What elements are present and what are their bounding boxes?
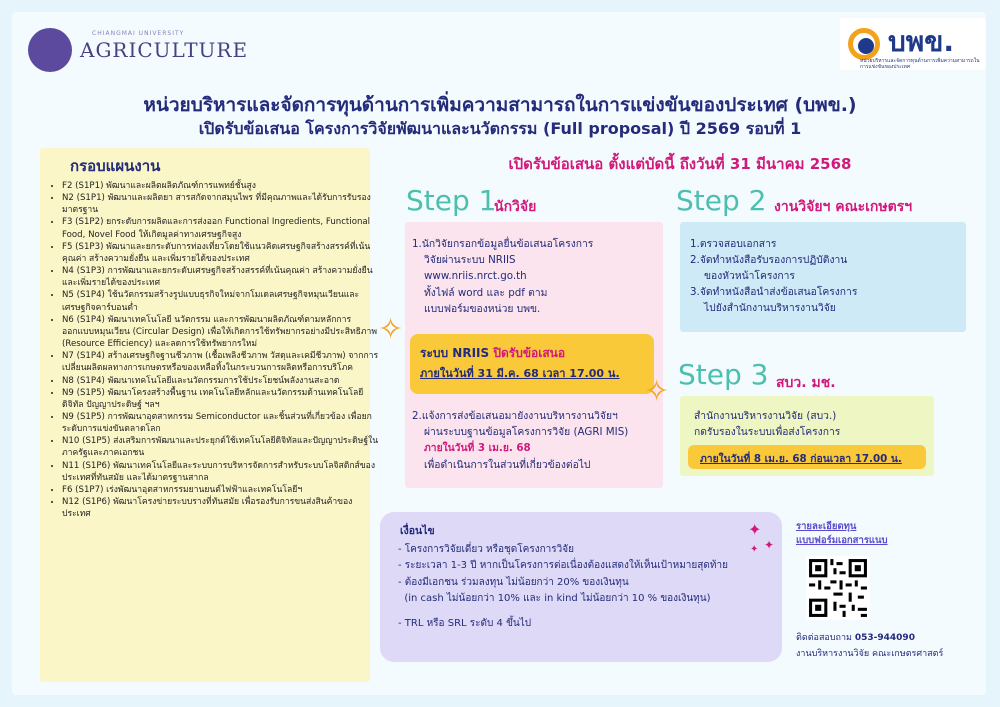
contact-line: ติดต่อสอบถาม 053-944090: [796, 633, 915, 643]
sparkle-icon: ✧: [644, 374, 670, 409]
sparkle-icon: ✦: [748, 520, 762, 539]
framework-item: • F5 (S1P3) พัฒนาและยกระดับการท่องเที่ยวโดยใช้แนวคิดเศรษฐกิจสร้างสรรค์ที่เน้นคุณค่า สร้างความยั่งยืน และเพิ่มรายได้ของประเทศ: [62, 241, 380, 265]
framework-item: • N12 (S1P6) พัฒนาโครงข่ายระบบรางที่ทันสมัย เพื่อรองรับการขนส่งสินค้าของประเทศ: [62, 496, 380, 520]
framework-item: • F6 (S1P7) เร่งพัฒนาอุตสาหกรรมยานยนต์ไฟฟ้าและเทคโนโลยีฯ: [62, 484, 380, 496]
page-subtitle: เปิดรับข้อเสนอ โครงการวิจัยพัฒนาและนวัตกรรม (Full proposal) ปี 2569 รอบที่ 1: [198, 119, 802, 138]
qr-code-icon[interactable]: [806, 556, 870, 620]
condition-item: [398, 608, 778, 616]
agrimis-deadline: ภายในวันที่ 3 เม.ย. 68: [424, 442, 531, 455]
nriis-deadline: ภายในวันที่ 31 มี.ค. 68 เวลา 17.00 น.: [420, 367, 620, 380]
framework-item: • N5 (S1P4) ใช้นวัตกรรมสร้างรูปแบบธุรกิจใหม่จากโมเดลเศรษฐกิจหมุนเวียนและเศรษฐกิจคาร์บอนต่ำ: [62, 289, 380, 313]
condition-item: - TRL หรือ SRL ระดับ 4 ขึ้นไป: [398, 617, 532, 629]
bpk-logo-text: บพข.: [888, 25, 955, 58]
step1-notify: 2.แจ้งการส่งข้อเสนอมายังงานบริหารงานวิจัยฯ ผ่านระบบฐานข้อมูลโครงการวิจัย (AGRI MIS) ภายในวันที่ 3 เม.ย. 68 เพื่อดำเนินการในส่วนที่เกี่ยวข้องต่อไป: [412, 408, 656, 473]
step1-label: Step 1: [406, 184, 497, 217]
step2-actor: งานวิจัยฯ คณะเกษตรฯ: [774, 199, 913, 215]
bpk-logo-dot-icon: [858, 38, 874, 54]
framework-item: • N8 (S1P4) พัฒนาเทคโนโลยีและนวัตกรรมการใช้ประโยชน์พลังงานสะอาด: [62, 375, 380, 387]
sparkle-icon: ✦: [750, 544, 759, 555]
elephant-logo-icon: [28, 28, 72, 72]
step3-deadline: ภายในวันที่ 8 เม.ย. 68 ก่อนเวลา 17.00 น.: [700, 453, 902, 465]
condition-item: - โครงการวิจัยเดี่ยว หรือชุดโครงการวิจัย: [398, 544, 574, 555]
step3-instructions: สำนักงานบริหารงานวิจัย (สบว.) กดรับรองในระบบเพื่อส่งโครงการ: [694, 410, 841, 438]
nriis-close-text: ระบบ NRIIS ปิดรับข้อเสนอ: [420, 346, 566, 360]
framework-item: • F3 (S1P2) ยกระดับการผลิตและการส่งออก Functional Ingredients, Functional Food, Novel Food ให้เกิดมูลค่าทางเศรษฐกิจสูง: [62, 216, 380, 240]
framework-item: • N7 (S1P4) สร้างเศรษฐกิจฐานชีวภาพ (เชื้อเพลิงชีวภาพ วัสดุและเคมีชีวภาพ) จากการเปลี่ยนผลิตผลทางการเกษตรหรือของเหลือทิ้งในกระบวนการผลิตหรือการบริโภค: [62, 350, 380, 374]
step1-line: แบบฟอร์มของหน่วย บพข.: [424, 302, 541, 315]
framework-item: • N4 (S1P3) การพัฒนาและยกระดับเศรษฐกิจสร้างสรรค์ที่เน้นคุณค่า สร้างความยั่งยืนและเพิ่มรายได้ของประเทศ: [62, 265, 380, 289]
step1-instructions: [412, 236, 652, 317]
step2-instructions: 1.ตรวจสอบเอกสาร 2.จัดทำหนังสือรับรองการปฏิบัติงาน ของหัวหน้าโครงการ 3.จัดทำหนังสือนำส่งข้อเสนอโครงการ ไปยังสำนักงานบริหารงานวิจัย: [690, 238, 858, 314]
step1-line: 1.นักวิจัยกรอกข้อมูลยื่นข้อเสนอโครงการ: [412, 238, 594, 250]
step3-actor: สบว. มช.: [776, 375, 836, 391]
step1-line: ทั้งไฟล์ word และ pdf ตาม: [424, 286, 548, 299]
conditions-heading: เงื่อนไข: [400, 525, 435, 537]
university-label: CHIANGMAI UNIVERSITY: [92, 30, 185, 37]
sparkle-icon: ✦: [764, 538, 775, 552]
bpk-logo-subtext: หน่วยบริหารและจัดการทุนด้านการเพิ่มความสามารถในการแข่งขันของประเทศ: [860, 58, 980, 70]
framework-item: • N9 (S1P5) พัฒนาโครงสร้างพื้นฐาน เทคโนโลยีหลักและนวัตกรรมด้านเทคโนโลยีดิจิทัล ปัญญาประดิษฐ์ ฯลฯ: [62, 387, 380, 411]
framework-item: • N2 (S1P1) พัฒนาและผลิตยา สารสกัดจากสมุนไพร ที่มีคุณภาพและได้รับการรับรองมาตรฐาน: [62, 192, 380, 216]
nriis-url-link[interactable]: www.nriis.nrct.go.th: [424, 270, 527, 283]
step2-label: Step 2: [676, 184, 767, 217]
step1-line: วิจัยผ่านระบบ NRIIS: [424, 254, 516, 267]
condition-item: - ต้องมีเอกชน ร่วมลงทุน ไม่น้อยกว่า 20% ของเงินทุน: [398, 576, 629, 588]
contact-unit: งานบริหารงานวิจัย คณะเกษตรศาสตร์: [796, 649, 944, 659]
condition-item: (in cash ไม่น้อยกว่า 10% และ in kind ไม่น้อยกว่า 10 % ของเงินทุน): [398, 593, 711, 605]
contact-phone[interactable]: 053-944090: [854, 633, 915, 643]
step1-actor: นักวิจัย: [494, 199, 537, 215]
step3-label: Step 3: [678, 358, 769, 391]
agriculture-logo: AGRICULTURE: [80, 38, 249, 62]
condition-item: - ระยะเวลา 1-3 ปี หากเป็นโครงการต่อเนื่องต้องแสดงให้เห็นเป้าหมายสุดท้าย: [398, 560, 728, 572]
sparkle-icon: ✧: [378, 312, 404, 347]
conditions-list: [398, 542, 778, 632]
framework-item: • N6 (S1P4) พัฒนาเทคโนโลยี นวัตกรรม และการพัฒนาผลิตภัณฑ์ตามหลักการออกแบบหมุนเวียน (Circular Design) เพื่อให้เกิดการใช้ทรัพยากรอย่างมีประสิทธิภาพ (Resource Efficiency) และลดการใช้ทรัพยากรใหม่: [62, 314, 380, 350]
details-caption: รายละเอียดทุน แบบฟอร์มเอกสารแนบ: [796, 521, 888, 546]
framework-item: • F2 (S1P1) พัฒนาและผลิตผลิตภัณฑ์การแพทย์ชั้นสูง: [62, 180, 380, 192]
framework-item: • N10 (S1P5) ส่งเสริมการพัฒนาและประยุกต์ใช้เทคโนโลยีดิจิทัลและปัญญาประดิษฐ์ในภาครัฐและภาคเอกชน: [62, 435, 380, 459]
framework-heading: กรอบแผนงาน: [70, 157, 161, 175]
page-title: หน่วยบริหารและจัดการทุนด้านการเพิ่มความสามารถในการแข่งขันของประเทศ (บพข.): [143, 94, 857, 116]
framework-item: • N11 (S1P6) พัฒนาเทคโนโลยีและระบบการบริหารจัดการสำหรับระบบโลจิสติกส์ของประเทศที่ทันสมัย และได้มาตรฐานสากล: [62, 460, 380, 484]
open-notice: เปิดรับข้อเสนอ ตั้งแต่บัดนี้ ถึงวันที่ 31 มีนาคม 2568: [508, 155, 852, 173]
framework-list: [48, 180, 380, 520]
framework-item: • N9 (S1P5) การพัฒนาอุตสาหกรรม Semiconductor และชิ้นส่วนที่เกี่ยวข้อง เพื่อยกระดับการแข่งขันตลาดโลก: [62, 411, 380, 435]
